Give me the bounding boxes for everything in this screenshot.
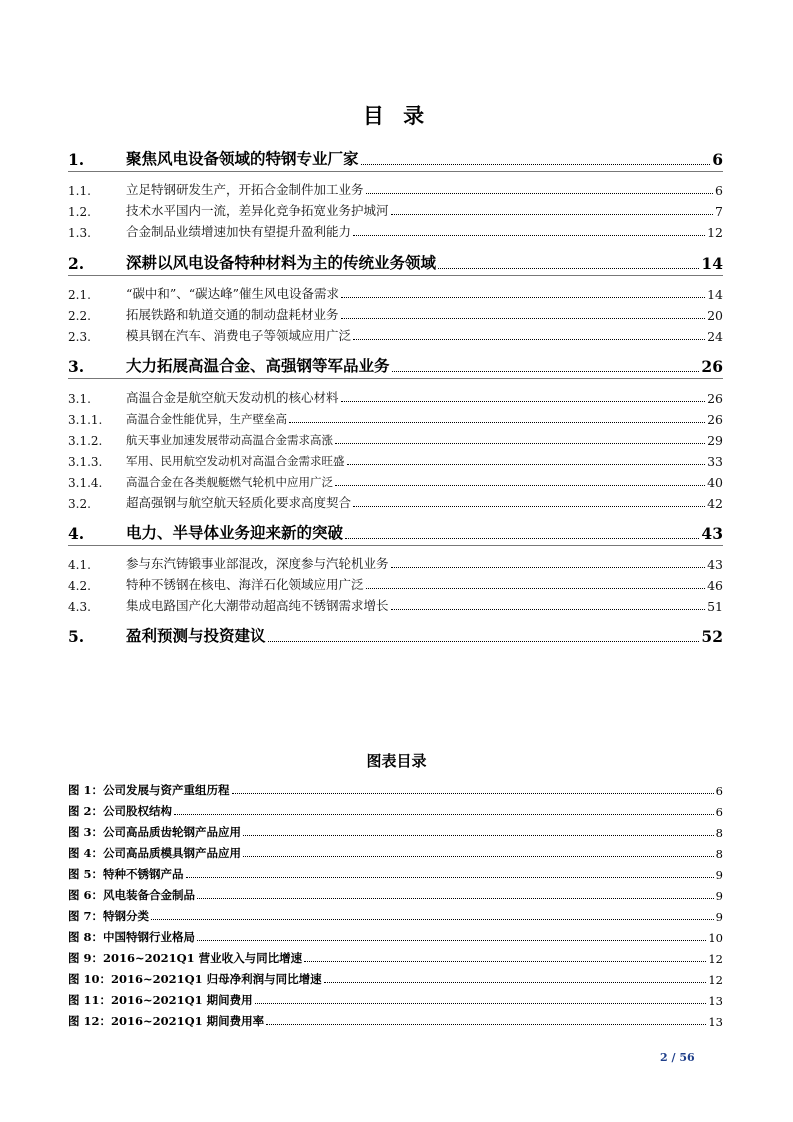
dot-leader bbox=[391, 213, 714, 215]
figure-entry[interactable] bbox=[68, 844, 723, 861]
figure-entry-title: 图 9：2016~2021Q1 营业收入与同比增速 bbox=[68, 951, 303, 965]
toc-entry-page: 40 bbox=[707, 475, 723, 490]
figure-entry-page: 9 bbox=[715, 910, 723, 924]
figure-entry-title: 图 12：2016~2021Q1 期间费用率 bbox=[68, 1014, 265, 1028]
toc-entry-number: 1. bbox=[68, 150, 85, 169]
dot-leader bbox=[391, 566, 706, 568]
toc-entry-number: 4.3. bbox=[68, 600, 91, 614]
dot-leader bbox=[232, 792, 714, 794]
toc-entry-title: 高温合金在各类舰艇燃气轮机中应用广泛 bbox=[126, 475, 333, 489]
toc-entry-page: 42 bbox=[707, 496, 723, 511]
toc-entry-number: 3.1. bbox=[68, 392, 91, 406]
dot-leader bbox=[341, 296, 705, 298]
toc-entry-number: 4.2. bbox=[68, 579, 91, 593]
toc-entry-title: 电力、半导体业务迎来新的突破 bbox=[126, 523, 344, 542]
figure-entry-page: 10 bbox=[708, 931, 723, 945]
toc-entry-title: 参与东汽铸锻事业部混改，深度参与汽轮机业务 bbox=[126, 556, 389, 571]
figure-entry[interactable] bbox=[68, 781, 723, 798]
dot-leader bbox=[335, 484, 705, 486]
toc-entry-number: 3.2. bbox=[68, 497, 91, 511]
toc-entry-page: 33 bbox=[707, 454, 723, 469]
toc-entry-page: 24 bbox=[707, 329, 723, 344]
toc-entry-page: 26 bbox=[701, 357, 723, 376]
toc-entry[interactable] bbox=[68, 201, 723, 219]
figure-entry-title: 图 4：公司高品质模具钢产品应用 bbox=[68, 846, 242, 860]
toc-entry-page: 51 bbox=[707, 599, 723, 614]
figure-entry-title: 图 10：2016~2021Q1 归母净利润与同比增速 bbox=[68, 972, 322, 986]
dot-leader bbox=[266, 1023, 706, 1025]
figure-entry[interactable] bbox=[68, 865, 723, 882]
toc-entry[interactable] bbox=[68, 409, 723, 427]
toc-entry-page: 20 bbox=[707, 308, 723, 323]
section-divider bbox=[68, 378, 723, 379]
dot-leader bbox=[186, 876, 714, 878]
dot-leader bbox=[243, 855, 714, 857]
dot-leader bbox=[197, 939, 706, 941]
toc-entry-title: 军用、民用航空发动机对高温合金需求旺盛 bbox=[126, 454, 345, 468]
toc-entry-title: 模具钢在汽车、消费电子等领域应用广泛 bbox=[126, 328, 352, 343]
toc-entry-title: 高温合金性能优异，生产壁垒高 bbox=[126, 412, 287, 426]
section-divider bbox=[68, 275, 723, 276]
toc-entry-page: 26 bbox=[707, 391, 723, 406]
toc-entry-page: 43 bbox=[707, 557, 723, 572]
toc-entry-number: 3.1.1. bbox=[68, 413, 103, 427]
section-divider bbox=[68, 545, 723, 546]
figure-entry-title: 图 8：中国特钢行业格局 bbox=[68, 930, 196, 944]
dot-leader bbox=[243, 834, 714, 836]
toc-entry-number: 1.2. bbox=[68, 205, 91, 219]
toc-entry[interactable] bbox=[68, 180, 723, 198]
toc-entry[interactable] bbox=[68, 147, 723, 169]
figure-entry-page: 6 bbox=[715, 805, 723, 819]
figure-entry-title: 图 2：公司股权结构 bbox=[68, 804, 173, 818]
toc-entry-title: 聚焦风电设备领域的特钢专业厂家 bbox=[126, 149, 359, 168]
figure-entry[interactable] bbox=[68, 802, 723, 819]
dot-leader bbox=[361, 163, 711, 165]
toc-entry-page: 43 bbox=[701, 524, 723, 543]
toc-entry-page: 7 bbox=[715, 204, 723, 219]
dot-leader bbox=[255, 1002, 707, 1004]
toc-entry-title: 特种不锈钢在核电、海洋石化领域应用广泛 bbox=[126, 577, 364, 592]
toc-entry-page: 14 bbox=[701, 254, 723, 273]
dot-leader bbox=[353, 234, 705, 236]
figure-entry-page: 12 bbox=[708, 952, 723, 966]
figure-entry-page: 9 bbox=[715, 889, 723, 903]
figure-entry-page: 6 bbox=[715, 784, 723, 798]
toc-entry[interactable] bbox=[68, 388, 723, 406]
toc-entry[interactable] bbox=[68, 472, 723, 490]
toc-entry[interactable] bbox=[68, 305, 723, 323]
toc-entry[interactable] bbox=[68, 554, 723, 572]
toc-entry-page: 46 bbox=[707, 578, 723, 593]
toc-entry[interactable] bbox=[68, 596, 723, 614]
toc-entry-title: 集成电路国产化大潮带动超高纯不锈钢需求增长 bbox=[126, 598, 389, 613]
toc-entry-number: 3.1.3. bbox=[68, 455, 103, 469]
toc-entry[interactable] bbox=[68, 354, 723, 376]
figure-entry-title: 图 7：特钢分类 bbox=[68, 909, 150, 923]
toc-entry-page: 29 bbox=[707, 433, 723, 448]
dot-leader bbox=[391, 608, 706, 610]
toc-entry[interactable] bbox=[68, 575, 723, 593]
toc-entry-title: 航天事业加速发展带动高温合金需求高涨 bbox=[126, 433, 333, 447]
figure-entry[interactable] bbox=[68, 991, 723, 1008]
toc-entry[interactable] bbox=[68, 222, 723, 240]
dot-leader bbox=[197, 897, 714, 899]
toc-entry[interactable] bbox=[68, 624, 723, 646]
figure-entry-page: 12 bbox=[708, 973, 723, 987]
figure-entry[interactable] bbox=[68, 1012, 723, 1029]
figure-entry[interactable] bbox=[68, 823, 723, 840]
toc-entry-number: 2.2. bbox=[68, 309, 91, 323]
dot-leader bbox=[335, 442, 705, 444]
dot-leader bbox=[392, 370, 700, 372]
dot-leader bbox=[304, 960, 706, 962]
toc-entry-title: 拓展铁路和轨道交通的制动盘耗材业务 bbox=[126, 307, 339, 322]
toc-entry-page: 26 bbox=[707, 412, 723, 427]
dot-leader bbox=[347, 463, 706, 465]
toc-entry-title: 技术水平国内一流，差异化竞争拓宽业务护城河 bbox=[126, 203, 389, 218]
dot-leader bbox=[268, 640, 700, 642]
dot-leader bbox=[341, 317, 706, 319]
toc-entry-number: 3.1.4. bbox=[68, 476, 103, 490]
dot-leader bbox=[353, 338, 705, 340]
toc-entry-title: 立足特钢研发生产，开拓合金制件加工业务 bbox=[126, 182, 364, 197]
toc-entry[interactable] bbox=[68, 284, 723, 302]
toc-entry-number: 2.3. bbox=[68, 330, 91, 344]
toc-entry-title: 深耕以风电设备特种材料为主的传统业务领域 bbox=[126, 253, 437, 272]
dot-leader bbox=[366, 587, 706, 589]
figure-entry[interactable] bbox=[68, 907, 723, 924]
toc-entry[interactable] bbox=[68, 451, 723, 469]
figure-entry-title: 图 1：公司发展与资产重组历程 bbox=[68, 783, 230, 797]
toc-entry-number: 1.3. bbox=[68, 226, 91, 240]
toc-entry-number: 2. bbox=[68, 254, 85, 273]
dot-leader bbox=[151, 918, 714, 920]
toc-entry-title: 大力拓展高温合金、高强钢等军品业务 bbox=[126, 356, 390, 375]
toc-entry-number: 4. bbox=[68, 524, 85, 543]
figure-entry-title: 图 3：公司高品质齿轮钢产品应用 bbox=[68, 825, 242, 839]
toc-entry-page: 6 bbox=[712, 150, 723, 169]
figure-entry-title: 图 11：2016~2021Q1 期间费用 bbox=[68, 993, 253, 1007]
figure-entry-page: 13 bbox=[708, 1015, 723, 1029]
dot-leader bbox=[341, 400, 706, 402]
figure-entry-page: 9 bbox=[715, 868, 723, 882]
figure-entry-page: 8 bbox=[715, 847, 723, 861]
toc-entry-title: 高温合金是航空航天发动机的核心材料 bbox=[126, 390, 339, 405]
dot-leader bbox=[289, 421, 705, 423]
figure-entry-page: 8 bbox=[715, 826, 723, 840]
toc-entry-page: 12 bbox=[707, 225, 723, 240]
figure-entry[interactable] bbox=[68, 886, 723, 903]
toc-entry-title: 盈利预测与投资建议 bbox=[126, 626, 266, 645]
figures-title: 图表目录 bbox=[366, 752, 427, 770]
toc-entry[interactable] bbox=[68, 493, 723, 511]
page-number: 2 / 56 bbox=[660, 1051, 695, 1064]
toc-entry-number: 4.1. bbox=[68, 558, 91, 572]
figure-entry-page: 13 bbox=[708, 994, 723, 1008]
dot-leader bbox=[366, 192, 714, 194]
toc-entry-number: 5. bbox=[68, 627, 85, 646]
toc-entry-number: 3.1.2. bbox=[68, 434, 103, 448]
toc-entry-title: “碳中和”、“碳达峰”催生风电设备需求 bbox=[126, 286, 340, 301]
figure-entry[interactable] bbox=[68, 928, 723, 945]
toc-entry[interactable] bbox=[68, 251, 723, 273]
toc-entry-title: 超高强钢与航空航天轻质化要求高度契合 bbox=[126, 495, 352, 510]
dot-leader bbox=[174, 813, 714, 815]
toc-entry-number: 3. bbox=[68, 357, 85, 376]
figure-entry[interactable] bbox=[68, 949, 723, 966]
toc-entry[interactable] bbox=[68, 430, 723, 448]
figure-entry-title: 图 5：特种不锈钢产品 bbox=[68, 867, 184, 881]
dot-leader bbox=[353, 505, 705, 507]
toc-entry-title: 合金制品业绩增速加快有望提升盈利能力 bbox=[126, 224, 352, 239]
toc-entry[interactable] bbox=[68, 521, 723, 543]
dot-leader bbox=[324, 981, 707, 983]
section-divider bbox=[68, 171, 723, 172]
toc-entry[interactable] bbox=[68, 326, 723, 344]
figure-entry-title: 图 6：风电装备合金制品 bbox=[68, 888, 196, 902]
toc-entry-number: 1.1. bbox=[68, 184, 91, 198]
toc-entry-number: 2.1. bbox=[68, 288, 91, 302]
toc-title: 目 录 bbox=[362, 103, 431, 128]
figure-entry[interactable] bbox=[68, 970, 723, 987]
toc-entry-page: 14 bbox=[707, 287, 723, 302]
dot-leader bbox=[345, 537, 699, 539]
toc-entry-page: 52 bbox=[701, 627, 723, 646]
toc-entry-page: 6 bbox=[715, 183, 723, 198]
dot-leader bbox=[438, 267, 699, 269]
